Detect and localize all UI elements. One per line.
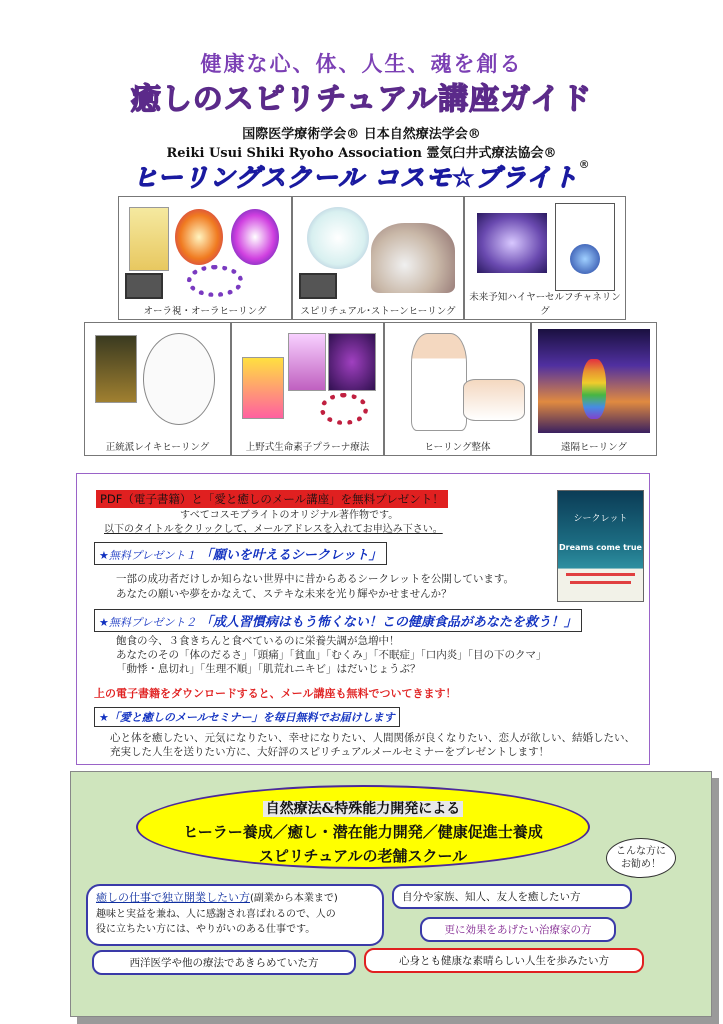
gallery-item-remote[interactable]	[531, 322, 657, 456]
tag-independent-suffix: (副業から本業まで)	[250, 893, 338, 904]
pdf-present-headline: PDF（電子書籍）と「愛と癒しのメール講座」を無料プレゼント！	[96, 490, 448, 508]
aura-figure-2	[231, 209, 279, 265]
prana-book-2	[288, 333, 326, 391]
ebook-subtitle: Dreams come true	[559, 543, 642, 552]
present1-title: 「願いを叶えるシークレット」	[199, 548, 382, 563]
tagline: 健康な心、体、人生、魂を創る	[200, 52, 523, 76]
ebook-red-line-1	[566, 573, 635, 576]
channeling-book-cover	[555, 203, 615, 291]
aura-figure-1	[175, 209, 223, 265]
tag-family: 自分や家族、知人、友人を癒したい方	[392, 884, 632, 909]
present1-body-2: あなたの願いや夢をかなえて、ステキな未来を光り輝やかせませんか？	[116, 588, 452, 600]
gallery-item-aura[interactable]	[118, 196, 292, 320]
bubble-line-2: お勧め！	[621, 859, 661, 870]
gallery-item-prana[interactable]	[231, 322, 384, 456]
caption-channeling: 未来予知ハイヤーセルフチャネリング	[469, 292, 621, 317]
gallery-item-seitai[interactable]	[384, 322, 531, 456]
caption-aura: オーラ視・オーラヒーリング	[143, 306, 267, 317]
seminar-prefix: ★	[99, 711, 109, 724]
page-title: 癒しのスピリチュアル講座ガイド	[130, 82, 593, 117]
seminar-link[interactable]	[94, 707, 400, 727]
reiki-image	[91, 329, 224, 433]
chakra-figure	[582, 359, 606, 419]
prana-image	[238, 329, 377, 433]
pendulum-photo	[477, 213, 547, 273]
present1-prefix: ★無料プレゼント１	[99, 549, 197, 562]
tag-independent-body-1: 趣味と実益を兼ね、人に感謝され喜ばれるので、人の	[96, 909, 336, 920]
tag-independent-underlined: 癒しの仕事で独立開業したい方	[96, 891, 250, 904]
seminar-title: 「愛と癒しのメールセミナー」を毎日無料でお届けします	[108, 711, 395, 724]
seminar-body-1: 心と体を癒したい、元気になりたい、幸せになりたい、人間関係が良くなりたい、恋人が欲しい、結婚したい、	[110, 732, 635, 744]
copyright-note: すべてコスモブライトのオリジナル著作物です。	[180, 510, 399, 521]
recommend-bubble	[606, 838, 676, 878]
present2-body-2: あなたのその「体のだるさ」「頭痛」「貧血」「むくみ」「不眠症」「口内炎」「目の下のクマ」	[116, 649, 547, 661]
tag-healthy-life: 心身とも健康な素晴らしい人生を歩みたい方	[364, 948, 644, 973]
caption-seitai: ヒーリング整体	[424, 442, 491, 453]
registered-mark: ®	[578, 158, 591, 171]
association-line-1: 国際医学療術学会® 日本自然療法学会®	[242, 127, 481, 142]
book-orb	[570, 244, 600, 274]
course-ellipse-line-1	[136, 798, 590, 818]
reiki-hands-illustration	[143, 333, 215, 425]
gallery-item-channeling[interactable]	[464, 196, 626, 320]
crystal-cluster	[371, 223, 455, 293]
stone-image	[299, 203, 457, 297]
gallery-item-stone[interactable]	[292, 196, 464, 320]
caption-reiki: 正統派レイキヒーリング	[105, 442, 210, 453]
prana-book-1	[242, 357, 284, 419]
course-ellipse-line-1-text: 自然療法&特殊能力開発による	[263, 801, 464, 817]
reiki-book-cover	[95, 335, 137, 403]
school-name	[0, 158, 723, 194]
aura-image	[125, 203, 285, 297]
present2-body-1: 飽食の今、３食きちんと食べているのに栄養失調が急増中！	[116, 635, 400, 647]
ebook-title: シークレット	[573, 514, 628, 524]
tag-independent-heading	[96, 889, 374, 905]
present2-title: 「成人習慣病はもう怖くない！この健康食品があなたを救う！」	[199, 615, 577, 630]
bubble-line-1: こんな方に	[616, 846, 666, 857]
present2-body-3: 「動悸・息切れ」「生理不順」「肌荒れニキビ」はだいじょうぶ？	[116, 663, 421, 675]
present2-prefix: ★無料プレゼント２	[99, 616, 197, 629]
ebook-cover[interactable]	[557, 490, 644, 602]
patient-illustration	[463, 379, 525, 421]
seitai-image	[391, 329, 524, 433]
tag-therapist: 更に効果をあげたい治療家の方	[420, 917, 616, 942]
school-name-text: ヒーリングスクール コスモ☆ブライト	[132, 163, 579, 192]
course-ellipse-line-2: ヒーラー養成／癒し・潜在能力開発／健康促進士養成	[183, 823, 543, 841]
therapist-illustration	[411, 333, 467, 431]
laptop-icon	[299, 273, 337, 299]
ebook-red-line-2	[570, 581, 631, 584]
channeling-image	[471, 203, 619, 297]
laptop-icon	[125, 273, 163, 299]
aura-book-cover	[129, 207, 169, 271]
caption-prana: 上野式生命素子プラーナ療法	[245, 442, 370, 453]
present1-body-1: 一部の成功者だけしか知らない世界中に昔からあるシークレットを公開しています。	[116, 573, 515, 585]
tag-independent	[86, 884, 384, 946]
present1-link[interactable]	[94, 542, 387, 565]
association-line-2: Reiki Usui Shiki Ryoho Association 霊気臼井式療法協会®	[166, 146, 557, 161]
prana-book-3	[328, 333, 376, 391]
download-note: 上の電子書籍をダウンロードすると、メール講座も無料でついてきます！	[94, 687, 457, 700]
seminar-body-2: 充実した人生を送りたい方に、大好評のスピリチュアルメールセミナーをプレゼントします！	[110, 746, 550, 758]
remote-image	[538, 329, 650, 433]
caption-remote: 遠隔ヒーリング	[561, 442, 627, 453]
gallery-item-reiki[interactable]	[84, 322, 231, 456]
tag-independent-body-2: 役に立ちたい方には、やりがいのある仕事です。	[96, 924, 316, 935]
course-ellipse-line-3: スピリチュアルの老舗スクール	[258, 847, 468, 865]
instruction-text: 以下のタイトルをクリックして、メールアドレスを入れてお申込み下さい。	[104, 524, 443, 535]
bracelet-icon	[320, 393, 368, 425]
bracelet-icon	[187, 265, 243, 297]
present2-link[interactable]	[94, 609, 582, 632]
caption-stone: スピリチュアル･ストーンヒーリング	[300, 306, 456, 317]
genie-illustration	[307, 207, 369, 269]
tag-western: 西洋医学や他の療法であきらめていた方	[92, 950, 356, 975]
